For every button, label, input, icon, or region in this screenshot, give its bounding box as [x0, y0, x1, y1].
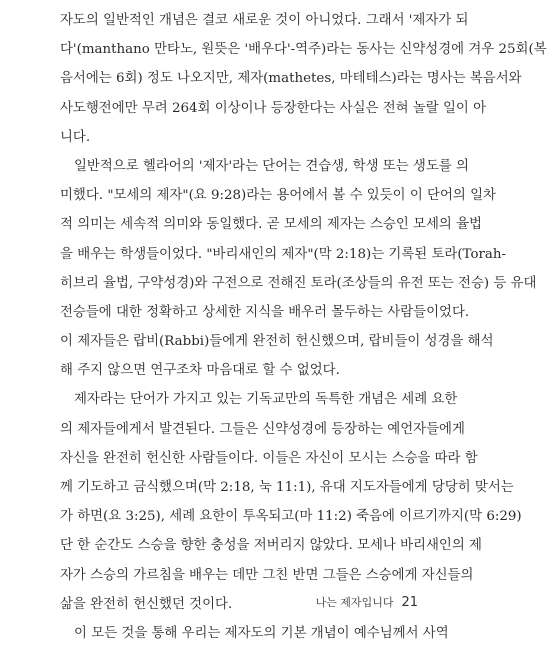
text-line: 이 모든 것을 통해 우리는 제자도의 기본 개념이 예수님께서 사역: [74, 625, 449, 641]
text-line: 의 제자들에게서 발견된다. 그들은 신약성경에 등장하는 예언자들에게: [60, 421, 465, 437]
page-footer: [316, 594, 418, 610]
text-line: 전승들에 대한 정확하고 상세한 지식을 배우러 몰두하는 사람들이었다.: [60, 304, 470, 320]
text-line: 해 주지 않으면 연구조차 마음대로 할 수 없었다.: [60, 363, 340, 379]
text-line: 가 하면(요 3:25), 세례 요한이 투옥되고(마 11:2) 죽음에 이르기까지(막 6:29): [60, 509, 522, 525]
text-line: 을 배우는 학생들이었다. "바리새인의 제자"(막 2:18)는 기록된 토라(Torah-: [60, 246, 507, 262]
text-line: 히브리 율법, 구약성경)와 구전으로 전해진 토라(조상들의 유전 또는 전승) 등 유대: [60, 275, 537, 291]
text-line: 자도의 일반적인 개념은 결코 새로운 것이 아니었다. 그래서 '제자가 되: [60, 13, 469, 28]
text-line: 다'(manthano 만타노, 원뜻은 '배우다'-역주)라는 동사는 신약성경에 겨우 25회(복: [60, 42, 547, 58]
page-body: [60, 6, 547, 648]
text-line: 께 기도하고 금식했으며(막 2:18, 눅 11:1), 유대 지도자들에게 당당히 맞서는: [60, 480, 514, 495]
text-line: 적 의미는 세속적 의미와 동일했다. 곧 모세의 제자는 스승인 모세의 율법: [60, 217, 482, 233]
text-line: 이 제자들은 랍비(Rabbi)들에게 완전히 헌신했으며, 랍비들이 성경을 해석: [60, 334, 494, 350]
text-line: 일반적으로 헬라어의 '제자'라는 단어는 견습생, 학생 또는 생도를 의: [74, 158, 469, 174]
text-line: 사도행전에만 무려 264회 이상이나 등장한다는 사실은 전혀 놀랄 일이 아: [60, 100, 487, 116]
text-line: 미했다. "모세의 제자"(요 9:28)라는 용어에서 볼 수 있듯이 이 단어의 일차: [60, 188, 496, 204]
text-line: 자신을 완전히 헌신한 사람들이다. 이들은 자신이 모시는 스승을 따라 함: [60, 450, 478, 466]
text-line: 제자라는 단어가 가지고 있는 기독교만의 독특한 개념은 세례 요한: [74, 392, 458, 408]
footer-title: 나는 제자입니다: [315, 596, 394, 609]
text-line: 자가 스승의 가르침을 배우는 데만 그친 반면 그들은 스승에게 자신들의: [60, 567, 474, 583]
text-line: 니다.: [60, 129, 91, 145]
text-line: 음서에는 6회) 정도 나오지만, 제자(mathetes, 마테테스)라는 명사는 복음서와: [60, 71, 522, 87]
text-line: 삶을 완전히 헌신했던 것이다.: [60, 596, 233, 612]
page-number: 21: [401, 595, 418, 610]
text-line: 단 한 순간도 스승을 향한 충성을 저버리지 않았다. 모세나 바리새인의 제: [60, 538, 482, 554]
